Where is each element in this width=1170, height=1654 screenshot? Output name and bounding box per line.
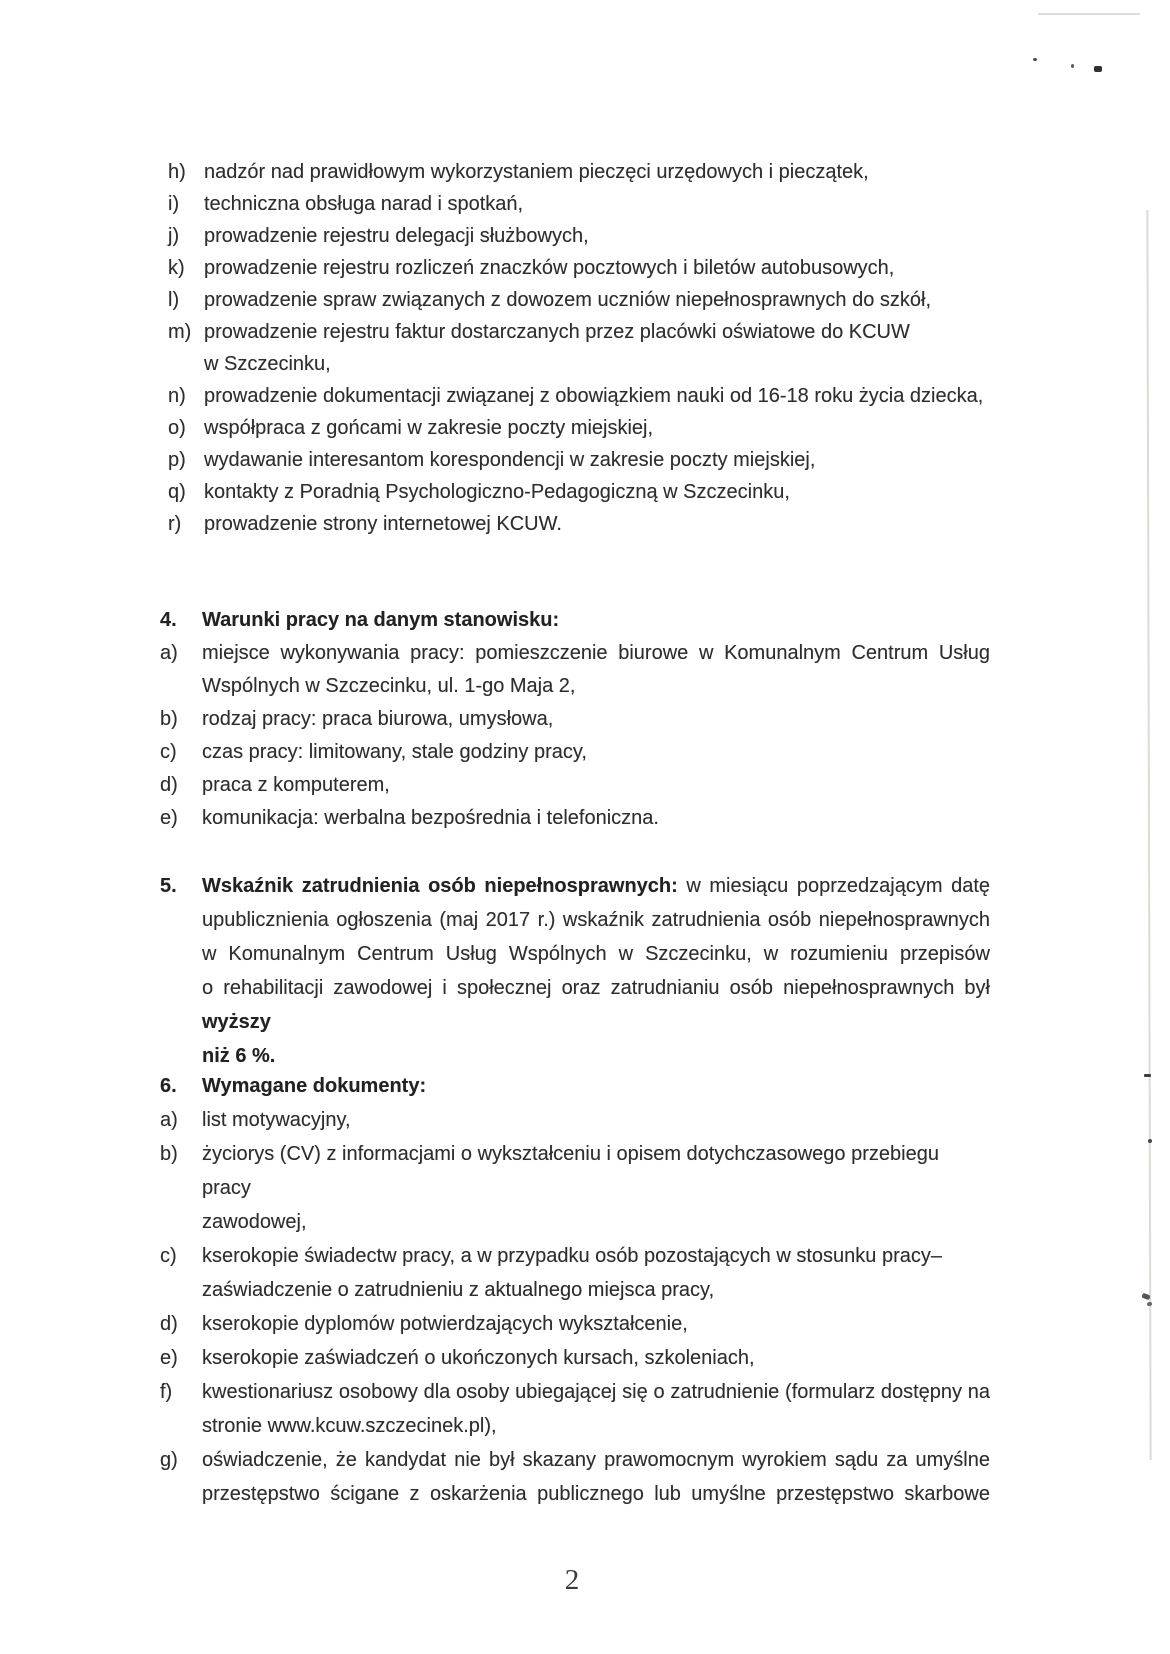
list-item — [168, 380, 990, 412]
list-item — [160, 802, 990, 835]
section-paragraph-line: w Komunalnym Centrum Usług Wspólnych w Szczecinku, w rozumieniu przepisów — [202, 943, 990, 965]
scan-edge-line — [1146, 210, 1151, 1460]
section-number: 5. — [160, 875, 177, 897]
list-item — [160, 1341, 990, 1375]
scan-speck — [1148, 1139, 1152, 1143]
item-label: j) — [168, 225, 180, 247]
item-text: nadzór nad prawidłowym wykorzystaniem pieczęci urzędowych i pieczątek, — [204, 161, 869, 183]
list-item — [168, 316, 990, 380]
item-text-continuation: stronie www.kcuw.szczecinek.pl), — [202, 1415, 497, 1437]
section-title: Wymagane dokumenty: — [202, 1075, 427, 1097]
item-text: praca z komputerem, — [202, 774, 390, 796]
scan-speck — [1147, 1301, 1153, 1306]
item-label: i) — [168, 193, 180, 215]
list-item — [160, 637, 990, 703]
item-text: prowadzenie rejestru rozliczeń znaczków pocztowych i biletów autobusowych, — [204, 257, 895, 279]
item-label: d) — [160, 1313, 178, 1335]
item-text-continuation: przestępstwo ścigane z oskarżenia publicznego lub umyślne przestępstwo skarbowe — [202, 1483, 990, 1505]
list-item — [160, 1375, 990, 1443]
list-item — [168, 156, 990, 188]
item-text: prowadzenie dokumentacji związanej z obowiązkiem nauki od 16-18 roku życia dziecka, — [204, 385, 984, 407]
item-text: techniczna obsługa narad i spotkań, — [204, 193, 524, 215]
item-label: c) — [160, 1245, 177, 1267]
paragraph-text: w miesiącu poprzedzającym datę — [686, 875, 990, 897]
item-text: prowadzenie rejestru delegacji służbowych, — [204, 225, 589, 247]
list-item — [160, 1137, 990, 1239]
list-item — [160, 769, 990, 802]
list-item — [168, 476, 990, 508]
item-label: m) — [168, 321, 192, 343]
paragraph-text-bold: wyższy — [202, 1011, 271, 1033]
item-label: l) — [168, 289, 180, 311]
item-text: prowadzenie spraw związanych z dowozem uczniów niepełnosprawnych do szkół, — [204, 289, 932, 311]
item-label: d) — [160, 774, 178, 796]
item-text: kserokopie zaświadczeń o ukończonych kursach, szkoleniach, — [202, 1347, 755, 1369]
section-title: Wskaźnik zatrudnienia osób niepełnosprawnych: — [202, 875, 678, 897]
item-text-continuation: w Szczecinku, — [204, 353, 331, 375]
scan-speck — [1144, 1074, 1151, 1077]
section-paragraph-line — [202, 869, 990, 903]
list-item — [168, 412, 990, 444]
item-label: e) — [160, 1347, 178, 1369]
item-text: współpraca z gońcami w zakresie poczty miejskiej, — [204, 417, 654, 439]
list-item — [160, 1103, 990, 1137]
list-item — [168, 188, 990, 220]
item-label: o) — [168, 417, 186, 439]
list-item — [168, 220, 990, 252]
list-item — [160, 1443, 990, 1511]
section-paragraph-line — [202, 971, 990, 1039]
scan-speck — [1071, 64, 1074, 68]
item-label: c) — [160, 741, 177, 763]
section-4-heading — [160, 604, 990, 637]
section-5-heading — [160, 869, 990, 1073]
section-number: 6. — [160, 1075, 177, 1097]
item-text: komunikacja: werbalna bezpośrednia i telefoniczna. — [202, 807, 659, 829]
item-label: f) — [160, 1381, 173, 1403]
section-working-conditions — [160, 604, 990, 835]
section-required-documents — [160, 1069, 990, 1511]
item-text: kserokopie świadectw pracy, a w przypadku osób pozostających w stosunku pracy– — [202, 1245, 942, 1267]
item-text: życiorys (CV) z informacjami o wykształceniu i opisem dotychczasowego przebiegu pracy — [202, 1143, 939, 1199]
item-text: kwestionariusz osobowy dla osoby ubiegającej się o zatrudnienie (formularz dostępny na — [202, 1381, 990, 1403]
item-label: a) — [160, 642, 178, 664]
item-text: prowadzenie rejestru faktur dostarczanych przez placówki oświatowe do KCUW — [204, 321, 910, 343]
list-item — [168, 508, 990, 540]
item-text-continuation: zawodowej, — [202, 1211, 307, 1233]
item-text: wydawanie interesantom korespondencji w zakresie poczty miejskiej, — [204, 449, 816, 471]
list-item — [168, 252, 990, 284]
list-item — [160, 736, 990, 769]
duties-list — [168, 156, 990, 540]
item-label: g) — [160, 1449, 178, 1471]
item-text: kontakty z Poradnią Psychologiczno-Pedagogiczną w Szczecinku, — [204, 481, 790, 503]
item-text: miejsce wykonywania pracy: pomieszczenie biurowe w Komunalnym Centrum Usług — [202, 642, 990, 664]
list-item — [160, 703, 990, 736]
scan-speck — [1033, 58, 1037, 61]
item-text-continuation: Wspólnych w Szczecinku, ul. 1-go Maja 2, — [202, 675, 576, 697]
section-title: Warunki pracy na danym stanowisku: — [202, 609, 560, 631]
item-label: b) — [160, 1143, 178, 1165]
list-item — [160, 1307, 990, 1341]
item-text: kserokopie dyplomów potwierdzających wykształcenie, — [202, 1313, 688, 1335]
item-label: a) — [160, 1109, 178, 1131]
item-text: oświadczenie, że kandydat nie był skazany prawomocnym wyrokiem sądu za umyślne — [202, 1449, 990, 1471]
list-item — [160, 1239, 990, 1307]
paragraph-text: o rehabilitacji zawodowej i społecznej oraz zatrudnianiu osób niepełnosprawnych był — [202, 977, 990, 999]
section-number: 4. — [160, 609, 177, 631]
item-label: r) — [168, 513, 182, 535]
item-label: b) — [160, 708, 178, 730]
item-label: h) — [168, 161, 186, 183]
item-label: k) — [168, 257, 185, 279]
section-disability-employment-rate — [160, 869, 990, 1073]
list-item — [168, 284, 990, 316]
item-text: czas pracy: limitowany, stale godziny pracy, — [202, 741, 587, 763]
section-paragraph-line: upublicznienia ogłoszenia (maj 2017 r.) wskaźnik zatrudnienia osób niepełnosprawnych — [202, 909, 990, 931]
item-text: list motywacyjny, — [202, 1109, 351, 1131]
item-label: p) — [168, 449, 186, 471]
item-text: prowadzenie strony internetowej KCUW. — [204, 513, 562, 535]
item-label: n) — [168, 385, 186, 407]
item-label: e) — [160, 807, 178, 829]
scan-speck — [1094, 66, 1102, 72]
list-item — [168, 444, 990, 476]
item-text-continuation: zaświadczenie o zatrudnieniu z aktualnego miejsca pracy, — [202, 1279, 715, 1301]
section-6-heading — [160, 1069, 990, 1103]
scan-top-line — [1038, 13, 1140, 15]
item-label: q) — [168, 481, 186, 503]
item-text: rodzaj pracy: praca biurowa, umysłowa, — [202, 708, 554, 730]
section-paragraph-line: niż 6 %. — [202, 1045, 276, 1067]
page-number: 2 — [564, 1564, 580, 1596]
